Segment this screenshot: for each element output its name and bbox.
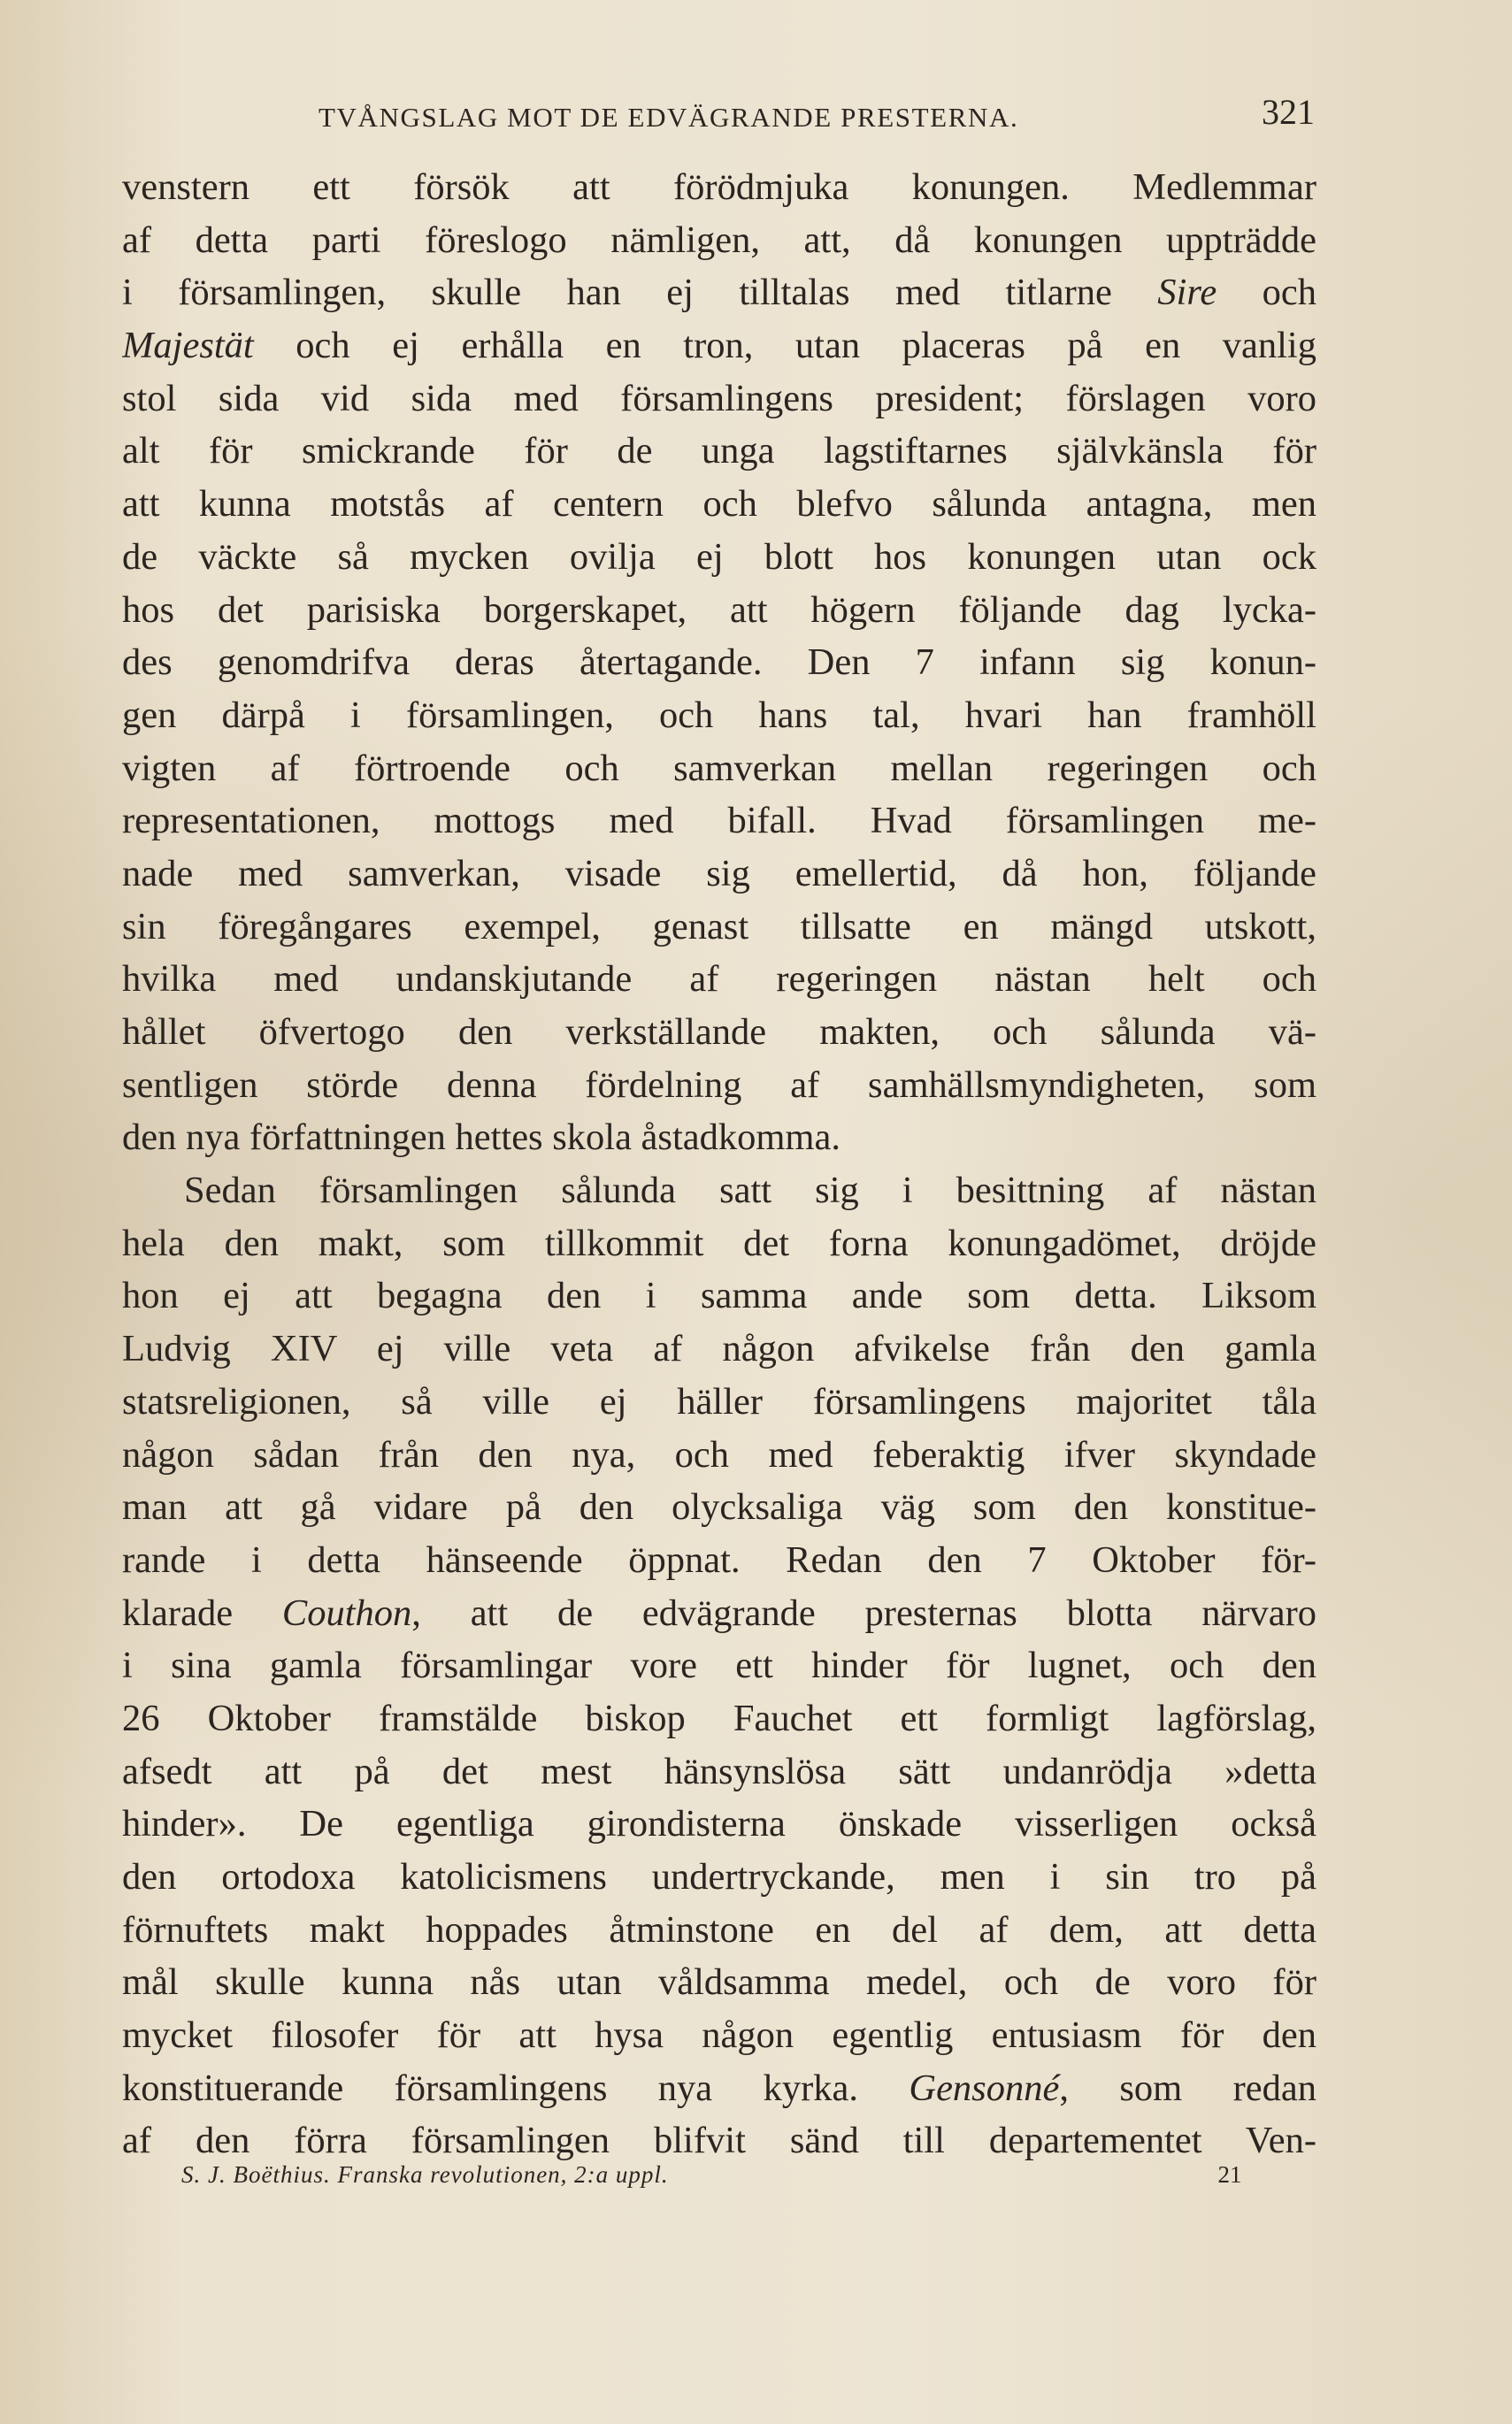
text-line: af den förra församlingen blifvit sänd till departementet Ven- <box>122 2120 1316 2162</box>
text-line: någon sådan från den nya, och med feberaktig ifver skyndade <box>122 1433 1316 1476</box>
text-line: den nya författningen hettes skola åstadkomma. <box>122 1116 840 1159</box>
text-line: des genomdrifva deras återtagande. Den 7 infann sig konun- <box>122 641 1316 684</box>
text-line: förnuftets makt hoppades åtminstone en del af dem, att detta <box>122 1908 1316 1951</box>
text-line: mycket filosofer för att hysa någon egentlig entusiasm för den <box>122 2014 1316 2057</box>
text-line: man att gå vidare på den olycksaliga väg som den konstitue- <box>122 1486 1316 1529</box>
text-line: hinder». De egentliga girondisterna önskade visserligen också <box>122 1803 1316 1845</box>
text-line: hållet öfvertogo den verkställande makten, och sålunda vä- <box>122 1011 1316 1053</box>
text-line: gen därpå i församlingen, och hans tal, hvari han framhöll <box>122 694 1316 736</box>
text-line: statsreligionen, så ville ej häller församlingens majoritet tåla <box>122 1380 1316 1423</box>
text-line: Ludvig XIV ej ville veta af någon afvikelse från den gamla <box>122 1328 1316 1370</box>
page-number: 321 <box>1262 92 1315 132</box>
text-line: vigten af förtroende och samverkan mellan regeringen och <box>122 747 1316 789</box>
text-line: af detta parti föreslogo nämligen, att, då konungen uppträdde <box>122 219 1316 261</box>
text-line: att kunna motstås af centern och blefvo sålunda antagna, men <box>122 483 1316 525</box>
body-text <box>122 161 1316 2167</box>
text-line: sin föregångares exempel, genast tillsatte en mängd utskott, <box>122 905 1316 947</box>
text-line: de väckte så mycken ovilja ej blott hos konungen utan ock <box>122 535 1316 578</box>
text-line: alt för smickrande för de unga lagstiftarnes självkänsla för <box>122 430 1316 472</box>
text-line: mål skulle kunna nås utan våldsamma medel, och de voro för <box>122 1961 1316 2004</box>
text-line: nade med samverkan, visade sig emellertid, då hon, följande <box>122 852 1316 894</box>
text-line: i sina gamla församlingar vore ett hinder för lugnet, och den <box>122 1645 1316 1687</box>
text-line: Majestät och ej erhålla en tron, utan placeras på en vanlig <box>122 325 1316 367</box>
text-line: hvilka med undanskjutande af regeringen nästan helt och <box>122 958 1316 1001</box>
text-line: klarade Couthon, att de edvägrande presternas blotta närvaro <box>122 1592 1316 1634</box>
text-line: hos det parisiska borgerskapet, att högern följande dag lycka- <box>122 588 1316 631</box>
text-line: sentligen störde denna fördelning af samhällsmyndigheten, som <box>122 1063 1316 1106</box>
text-line: Sedan församlingen sålunda satt sig i besittning af nästan <box>184 1170 1316 1212</box>
running-head: TVÅNGSLAG MOT DE EDVÄGRANDE PRESTERNA. <box>319 102 1019 133</box>
text-line: afsedt att på det mest hänsynslösa sätt undanrödja »detta <box>122 1750 1316 1792</box>
text-line: stol sida vid sida med församlingens president; förslagen voro <box>122 377 1316 419</box>
text-line: hon ej att begagna den i samma ande som detta. Liksom <box>122 1275 1316 1317</box>
text-line: 26 Oktober framstälde biskop Fauchet ett formligt lagförslag, <box>122 1697 1316 1739</box>
text-line: hela den makt, som tillkommit det forna konungadömet, dröjde <box>122 1222 1316 1264</box>
signature-number: 21 <box>1217 2161 1242 2188</box>
text-line: den ortodoxa katolicismens undertryckande, men i sin tro på <box>122 1856 1316 1898</box>
text-line: venstern ett försök att förödmjuka konungen. Medlemmar <box>122 166 1316 208</box>
printer-signature: S. J. Boëthius. Franska revolutionen, 2:a uppl. <box>181 2161 669 2188</box>
text-line: rande i detta hänseende öppnat. Redan den 7 Oktober för- <box>122 1538 1316 1581</box>
text-line: representationen, mottogs med bifall. Hvad församlingen me- <box>122 800 1316 842</box>
text-line: konstituerande församlingens nya kyrka. Gensonné, som redan <box>122 2067 1316 2109</box>
text-line: i församlingen, skulle han ej tilltalas med titlarne Sire och <box>122 272 1316 314</box>
